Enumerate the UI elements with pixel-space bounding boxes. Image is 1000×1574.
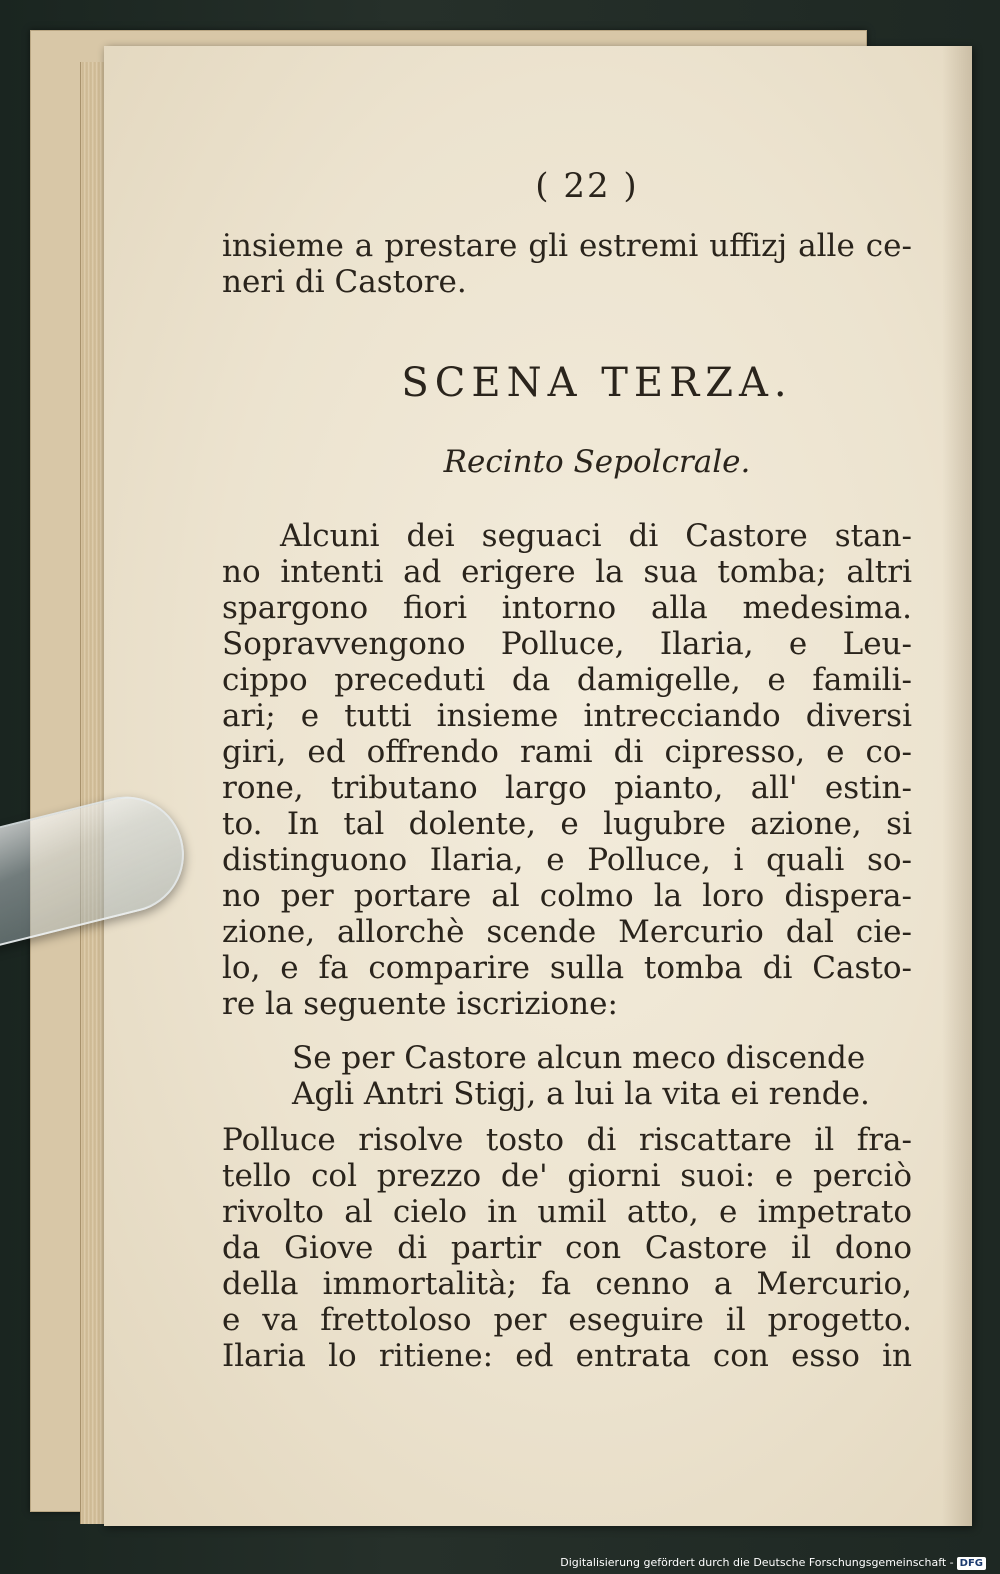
text-line: insieme a prestare gli estremi uffizj alle ce-: [222, 228, 912, 264]
page-number: ( 22 ): [535, 166, 639, 206]
text-line: no intenti ad erigere la sua tomba; altri: [222, 554, 912, 590]
book-page: [104, 46, 972, 1526]
paragraph-polluce: [222, 1122, 912, 1374]
text-line: to. In tal dolente, e lugubre azione, si: [222, 806, 912, 842]
scene-location: Recinto Sepolcrale.: [443, 444, 751, 480]
digitization-credit: [560, 1556, 986, 1570]
text-line: Sopravvengono Polluce, Ilaria, e Leu-: [222, 626, 912, 662]
text-line: Alcuni dei seguaci di Castore stan-: [280, 518, 912, 554]
text-line: re la seguente iscrizione:: [222, 986, 618, 1022]
text-line: no per portare al colmo la loro dispera-: [222, 878, 912, 914]
text-line: zione, allorchè scende Mercurio dal cie-: [222, 914, 912, 950]
text-line: neri di Castore.: [222, 264, 467, 300]
text-line: cippo preceduti da damigelle, e famili-: [222, 662, 912, 698]
credit-text: Digitalisierung gefördert durch die Deutsche Forschungsgemeinschaft -: [560, 1556, 954, 1569]
text-line: della immortalità; fa cenno a Mercurio,: [222, 1266, 912, 1302]
text-line: Polluce risolve tosto di riscattare il fra-: [222, 1122, 912, 1158]
text-line: lo, e fa comparire sulla tomba di Casto-: [222, 950, 912, 986]
text-line: giri, ed offrendo rami di cipresso, e co-: [222, 734, 912, 770]
inscription-line: Se per Castore alcun meco discende: [292, 1040, 866, 1076]
intro-text: [222, 228, 912, 300]
scene-title: SCENA TERZA.: [401, 360, 793, 406]
text-line: rone, tributano largo pianto, all' estin-: [222, 770, 912, 806]
text-line: Ilaria lo ritiene: ed entrata con esso in: [222, 1338, 912, 1374]
inscription-line: Agli Antri Stigj, a lui la vita ei rende.: [292, 1076, 870, 1112]
text-line: ari; e tutti insieme intrecciando diversi: [222, 698, 912, 734]
dfg-logo: DFG: [957, 1557, 986, 1570]
text-line: rivolto al cielo in umil atto, e impetrato: [222, 1194, 912, 1230]
text-line: distinguono Ilaria, e Polluce, i quali so-: [222, 842, 912, 878]
text-line: spargono fiori intorno alla medesima.: [222, 590, 912, 626]
paragraph-stage-direction: [222, 518, 912, 1022]
text-line: e va frettoloso per eseguire il progetto.: [222, 1302, 912, 1338]
text-line: da Giove di partir con Castore il dono: [222, 1230, 912, 1266]
tomb-inscription: [222, 1040, 912, 1112]
page-gutter-shadow: [942, 46, 972, 1526]
page-text: [222, 166, 912, 1392]
text-line: tello col prezzo de' giorni suoi: e perciò: [222, 1158, 912, 1194]
